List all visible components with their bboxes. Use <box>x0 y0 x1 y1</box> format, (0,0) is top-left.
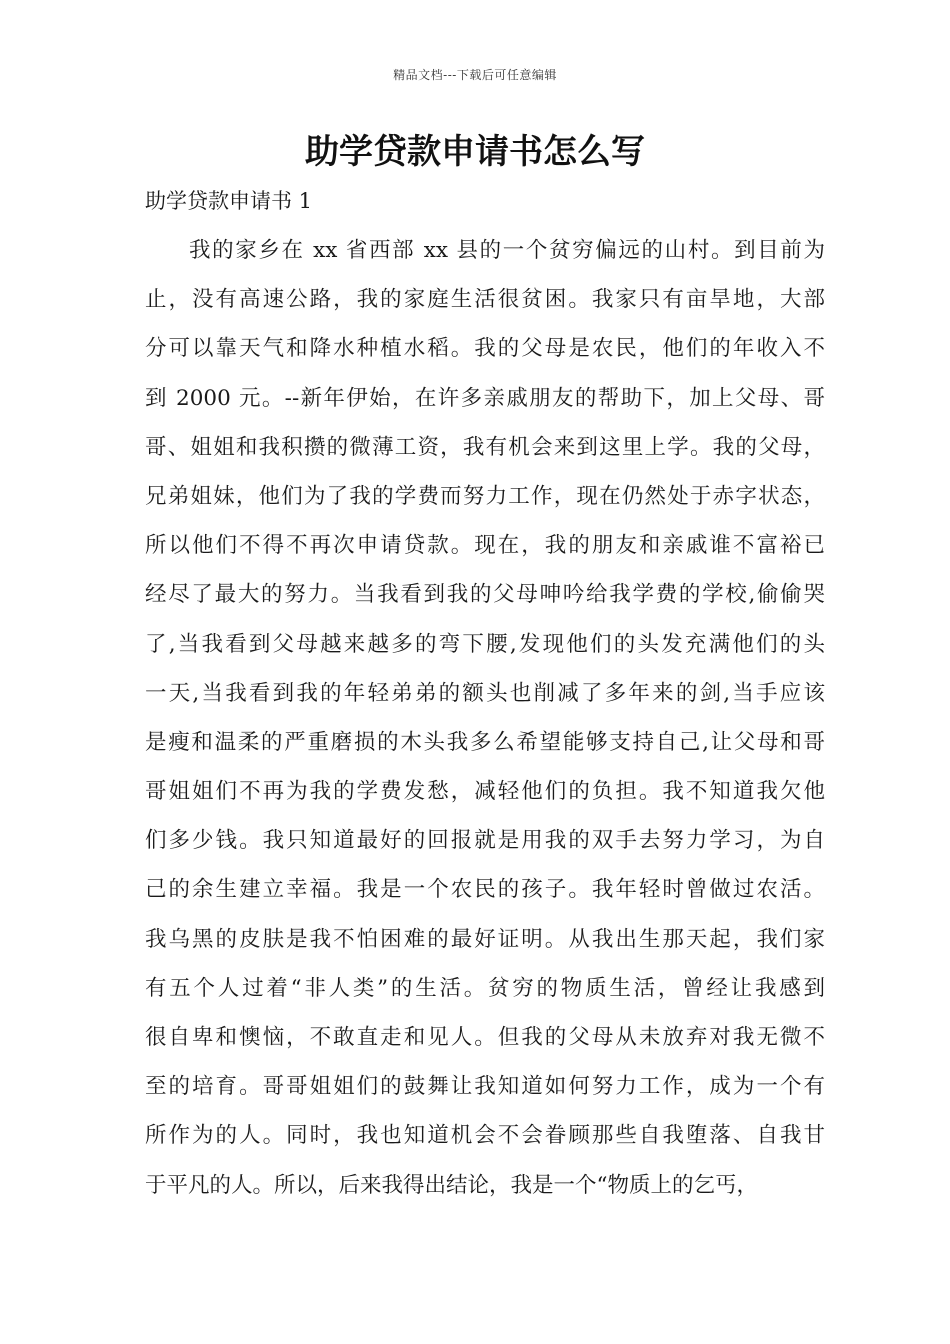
body-line: 们多少钱。我只知道最好的回报就是用我的双手去努力学习，为自 <box>145 828 825 854</box>
body-line: 己的余生建立幸福。我是一个农民的孩子。我年轻时曾做过农活。 <box>145 877 825 903</box>
body-text <box>145 226 825 1210</box>
section-heading: 助学贷款申请书 1 <box>145 189 313 213</box>
body-line: 分可以靠天气和降水种植水稻。我的父母是农民，他们的年收入不 <box>145 336 825 362</box>
body-line: 哥姐姐们不再为我的学费发愁，减轻他们的负担。我不知道我欠他 <box>145 779 825 805</box>
body-line: 哥、姐姐和我积攒的微薄工资，我有机会来到这里上学。我的父母， <box>145 434 825 460</box>
body-line: 所作为的人。同时，我也知道机会不会眷顾那些自我堕落、自我甘 <box>145 1123 825 1149</box>
body-line: 有五个人过着“非人类”的生活。贫穷的物质生活，曾经让我感到 <box>145 975 825 1001</box>
body-line: 一天,当我看到我的年轻弟弟的额头也削减了多年来的剑,当手应该 <box>145 680 825 706</box>
body-line: 到 2000 元。--新年伊始，在许多亲戚朋友的帮助下，加上父母、哥 <box>145 385 825 411</box>
body-line: 经尽了最大的努力。当我看到我的父母呻吟给我学费的学校,偷偷哭 <box>145 582 825 608</box>
body-line: 至的培育。哥哥姐姐们的鼓舞让我知道如何努力工作，成为一个有 <box>145 1074 825 1100</box>
header-note: 精品文档---下载后可任意编辑 <box>393 68 557 82</box>
document-title: 助学贷款申请书怎么写 <box>305 132 645 172</box>
body-line: 所以他们不得不再次申请贷款。现在，我的朋友和亲戚谁不富裕已 <box>145 533 825 559</box>
body-line: 我乌黑的皮肤是我不怕困难的最好证明。从我出生那天起，我们家 <box>145 926 825 952</box>
body-line: 很自卑和懊恼，不敢直走和见人。但我的父母从未放弃对我无微不 <box>145 1025 825 1050</box>
body-line: 我的家乡在 xx 省西部 xx 县的一个贫穷偏远的山村。到目前为 <box>189 238 825 263</box>
body-line: 是瘦和温柔的严重磨损的木头我多么希望能够支持自己,让父母和哥 <box>145 729 825 755</box>
body-line: 于平凡的人。所以，后来我得出结论，我是一个“物质上的乞丐， <box>145 1172 758 1198</box>
body-line: 了,当我看到父母越来越多的弯下腰,发现他们的头发充满他们的头 <box>145 631 825 657</box>
body-line: 止，没有高速公路，我的家庭生活很贫困。我家只有亩旱地，大部 <box>145 287 825 313</box>
body-line: 兄弟姐妹，他们为了我的学费而努力工作，现在仍然处于赤字状态， <box>145 483 825 509</box>
